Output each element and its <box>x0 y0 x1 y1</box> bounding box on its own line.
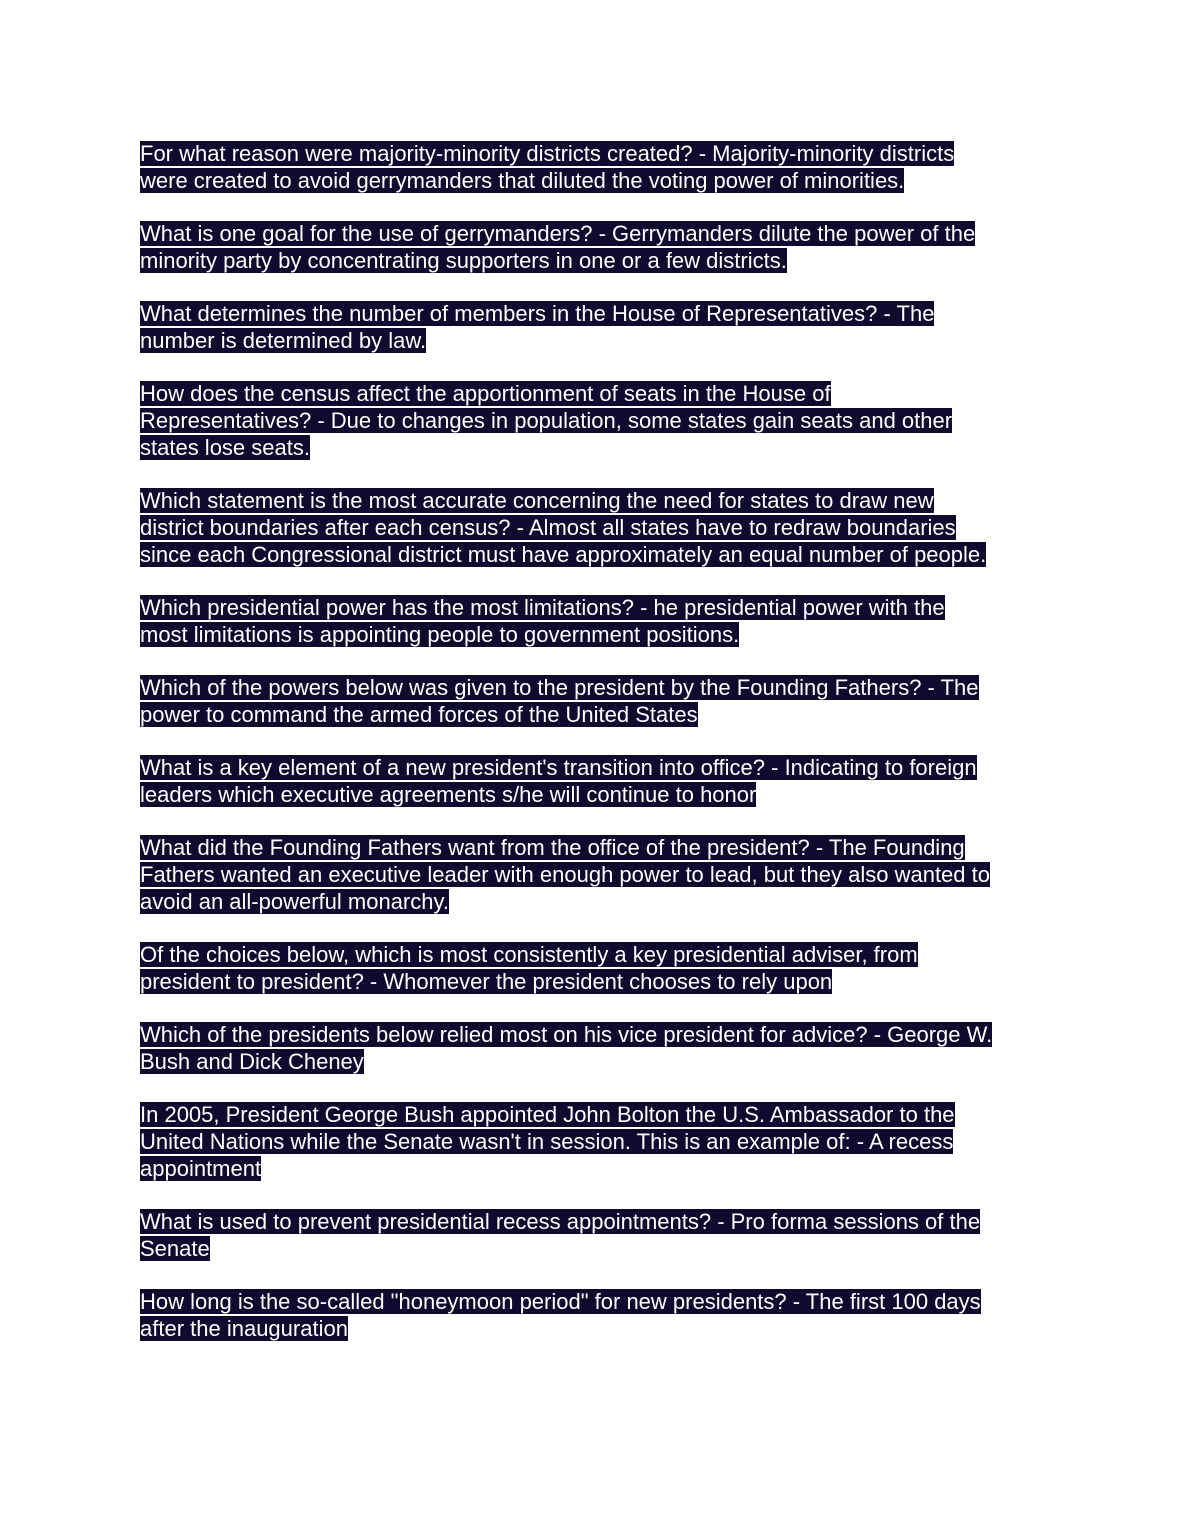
qa-line-text: power to command the armed forces of the United States <box>140 702 698 727</box>
qa-paragraph <box>140 941 1048 995</box>
qa-paragraph <box>140 220 1048 274</box>
qa-line-text: What is a key element of a new president's transition into office? - Indicating to foreign <box>140 755 977 780</box>
qa-line-text: What did the Founding Fathers want from the office of the president? - The Founding <box>140 835 965 860</box>
qa-line-text: Which of the presidents below relied most on his vice president for advice? - George W. <box>140 1022 993 1047</box>
qa-line <box>140 594 1048 621</box>
qa-line <box>140 300 1048 327</box>
qa-line <box>140 1315 1048 1342</box>
qa-paragraph <box>140 380 1048 461</box>
qa-line-text: avoid an all-powerful monarchy. <box>140 889 449 914</box>
qa-line-text: For what reason were majority-minority districts created? - Majority-minority districts <box>140 141 955 166</box>
qa-line-text: Which statement is the most accurate concerning the need for states to draw new <box>140 488 934 513</box>
qa-line-text: In 2005, President George Bush appointed John Bolton the U.S. Ambassador to the <box>140 1102 955 1127</box>
qa-paragraph <box>140 1021 1048 1075</box>
qa-line-text: states lose seats. <box>140 435 310 460</box>
qa-line-text: Bush and Dick Cheney <box>140 1049 364 1074</box>
qa-line <box>140 541 1048 568</box>
qa-line-text: leaders which executive agreements s/he will continue to honor <box>140 782 757 807</box>
qa-line-text: appointment <box>140 1156 262 1181</box>
document-body <box>140 140 1048 1368</box>
qa-line <box>140 167 1048 194</box>
qa-line <box>140 968 1048 995</box>
qa-paragraph <box>140 1101 1048 1182</box>
qa-paragraph <box>140 594 1048 648</box>
qa-line-text: since each Congressional district must have approximately an equal number of people. <box>140 542 987 567</box>
qa-line <box>140 861 1048 888</box>
qa-line <box>140 140 1048 167</box>
qa-line <box>140 781 1048 808</box>
qa-paragraph <box>140 834 1048 915</box>
qa-paragraph <box>140 1208 1048 1262</box>
qa-line <box>140 941 1048 968</box>
qa-line-text: Senate <box>140 1236 210 1261</box>
qa-line <box>140 1128 1048 1155</box>
qa-line <box>140 674 1048 701</box>
qa-line <box>140 1288 1048 1315</box>
qa-line-text: Of the choices below, which is most consistently a key presidential adviser, from <box>140 942 918 967</box>
qa-line-text: Representatives? - Due to changes in population, some states gain seats and other <box>140 408 953 433</box>
qa-line <box>140 434 1048 461</box>
qa-line <box>140 220 1048 247</box>
qa-line-text: United Nations while the Senate wasn't in session. This is an example of: - A recess <box>140 1129 954 1154</box>
qa-line <box>140 380 1048 407</box>
qa-line-text: president to president? - Whomever the president chooses to rely upon <box>140 969 833 994</box>
qa-line <box>140 754 1048 781</box>
qa-line <box>140 1208 1048 1235</box>
qa-line <box>140 514 1048 541</box>
qa-line <box>140 327 1048 354</box>
qa-line <box>140 1235 1048 1262</box>
qa-line <box>140 487 1048 514</box>
qa-line <box>140 621 1048 648</box>
qa-line <box>140 701 1048 728</box>
qa-line-text: Which presidential power has the most limitations? - he presidential power with the <box>140 595 945 620</box>
qa-line <box>140 247 1048 274</box>
qa-paragraph <box>140 140 1048 194</box>
qa-line-text: How long is the so-called "honeymoon period" for new presidents? - The first 100 days <box>140 1289 981 1314</box>
qa-line-text: were created to avoid gerrymanders that diluted the voting power of minorities. <box>140 168 905 193</box>
qa-line-text: most limitations is appointing people to government positions. <box>140 622 740 647</box>
qa-line-text: Which of the powers below was given to the president by the Founding Fathers? - The <box>140 675 979 700</box>
qa-line-text: How does the census affect the apportionment of seats in the House of <box>140 381 831 406</box>
qa-line-text: What determines the number of members in the House of Representatives? - The <box>140 301 935 326</box>
qa-line-text: Fathers wanted an executive leader with enough power to lead, but they also wanted to <box>140 862 990 887</box>
qa-line-text: district boundaries after each census? - Almost all states have to redraw boundaries <box>140 515 956 540</box>
qa-line-text: What is one goal for the use of gerrymanders? - Gerrymanders dilute the power of the <box>140 221 976 246</box>
qa-line <box>140 888 1048 915</box>
qa-line <box>140 1021 1048 1048</box>
qa-line <box>140 1101 1048 1128</box>
qa-paragraph <box>140 674 1048 728</box>
qa-line <box>140 1155 1048 1182</box>
qa-line <box>140 1048 1048 1075</box>
qa-line-text: What is used to prevent presidential recess appointments? - Pro forma sessions of the <box>140 1209 981 1234</box>
qa-paragraph <box>140 1288 1048 1342</box>
qa-line-text: after the inauguration <box>140 1316 348 1341</box>
qa-line-text: minority party by concentrating supporters in one or a few districts. <box>140 248 787 273</box>
qa-line <box>140 834 1048 861</box>
qa-paragraph <box>140 300 1048 354</box>
qa-paragraph <box>140 754 1048 808</box>
qa-line <box>140 407 1048 434</box>
qa-paragraph <box>140 487 1048 568</box>
qa-line-text: number is determined by law. <box>140 328 427 353</box>
